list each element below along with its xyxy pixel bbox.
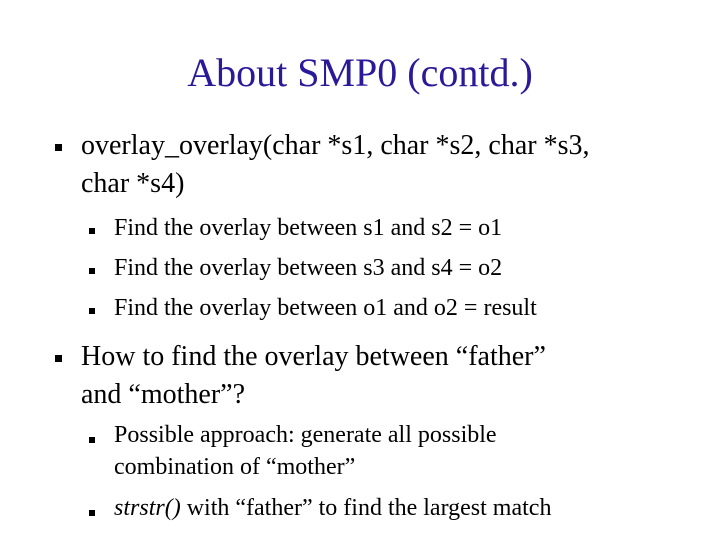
bullet-item-2-line-1: How to find the overlay between “father” — [81, 341, 546, 372]
square-bullet-icon — [55, 144, 62, 151]
square-bullet-icon — [89, 228, 95, 234]
sub-item-1-3: Find the overlay between o1 and o2 = result — [114, 295, 537, 321]
slide-title: About SMP0 (contd.) — [187, 50, 533, 95]
code-strstr: strstr() — [114, 495, 181, 521]
sub-item-1-2: Find the overlay between s3 and s4 = o2 — [114, 255, 503, 281]
sub-item-2-1-line-2: combination of “mother” — [114, 454, 356, 480]
square-bullet-icon — [89, 510, 95, 516]
square-bullet-icon — [89, 308, 95, 314]
bullet-item-1-line-1: overlay_overlay(char *s1, char *s2, char *s3, — [81, 130, 590, 161]
square-bullet-icon — [89, 268, 95, 274]
sub-item-2-1-line-1: Possible approach: generate all possible — [114, 422, 497, 448]
square-bullet-icon — [55, 355, 62, 362]
bullet-item-1-line-2: char *s4) — [81, 168, 185, 199]
sub-item-1-1: Find the overlay between s1 and s2 = o1 — [114, 215, 503, 241]
sub-item-2-2 — [114, 493, 551, 524]
sub-item-2-2-rest: with “father” to find the largest match — [180, 495, 552, 521]
bullet-item-2-line-2: and “mother”? — [81, 379, 246, 410]
square-bullet-icon — [89, 437, 95, 443]
